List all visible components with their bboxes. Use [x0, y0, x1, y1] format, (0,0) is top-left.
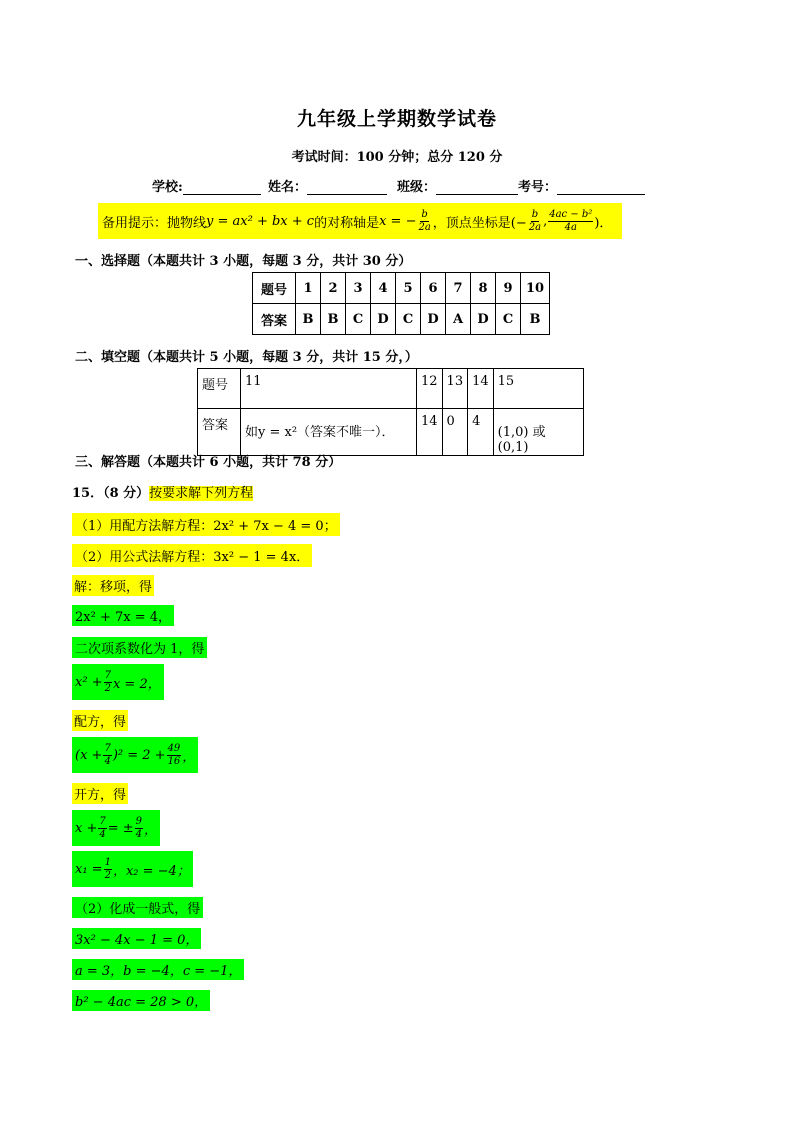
solution-step-13: b² − 4ac = 28 > 0，	[72, 990, 210, 1011]
section3-heading: 三、解答题（本题共计 6 小题，共计 78 分）	[75, 455, 342, 470]
section2-heading: 二、填空题（本题共计 5 小题，每题 3 分，共计 15 分，）	[75, 350, 418, 365]
q15-part2: （2）用公式法解方程：3x² − 1 = 4x．	[72, 544, 312, 567]
section1-heading: 一、选择题（本题共计 3 小题，每题 3 分，共计 30 分）	[75, 254, 412, 269]
axis-fraction: $\frac{b}{2a}$	[418, 208, 431, 233]
solution-step-3: 二次项系数化为 1，得	[72, 637, 207, 658]
table-row: 答案 B B C D C D A D C B	[253, 304, 550, 335]
class-blank[interactable]	[436, 180, 518, 195]
exam-number-label: 考号：	[518, 176, 645, 195]
choice-answer-table	[252, 272, 550, 335]
solution-step-1: 解：移项，得	[72, 575, 154, 596]
exam-info: 考试时间：100 分钟；总分 120 分	[291, 150, 503, 165]
solution-step-7: 开方，得	[72, 783, 128, 804]
class-label: 班级：	[397, 176, 518, 195]
fill-answer-table	[197, 368, 584, 456]
school-blank[interactable]	[183, 180, 261, 195]
solution-step-5: 配方，得	[72, 710, 128, 731]
page-title: 九年级上学期数学试卷	[296, 108, 497, 130]
table-row: 题号 1 2 3 4 5 6 7 8 9 10	[253, 273, 550, 304]
table-row: 答案 如y = x²（答案不唯一）． 14 0 4 (1,0) 或 (0,1)	[198, 409, 584, 456]
name-blank[interactable]	[307, 180, 387, 195]
solution-step-2: 2x² + 7x = 4，	[72, 605, 174, 626]
solution-step-9: x₁ = $\frac{1}{2}$ ，x₂ = −4；	[72, 851, 193, 887]
solution-step-10: （2）化成一般式，得	[72, 897, 203, 918]
solution-step-6: (x + $\frac{7}{4}$ )² = 2 + $\frac{49}{16}$ ，	[72, 737, 198, 773]
solution-step-4: x² + $\frac{7}{2}$ x = 2，	[72, 664, 164, 700]
school-label: 学校:	[152, 176, 261, 195]
exam-number-blank[interactable]	[557, 180, 645, 195]
q15-part1: （1）用配方法解方程：2x² + 7x − 4 = 0；	[72, 513, 340, 536]
solution-step-8: x + $\frac{7}{4}$ = ± $\frac{9}{4}$ ，	[72, 810, 160, 846]
solution-step-11: 3x² − 4x − 1 = 0，	[72, 928, 201, 949]
solution-step-12: a = 3，b = −4，c = −1，	[72, 959, 244, 980]
question-15: 15．（8 分）按要求解下列方程	[72, 486, 254, 501]
name-label: 姓名：	[268, 176, 387, 195]
formula-hint: 备用提示：抛物线 y = ax² + bx + c 的对称轴是 x = − $\frac{b}{2a}$ ，顶点坐标是(− $\frac{b}{2a}$ , $\frac{\text{4ac − b²}}{4a}$ )．	[98, 203, 622, 239]
vertex-y-fraction: $\frac{\text{4ac − b²}}{4a}$	[549, 208, 593, 233]
table-row: 题号 11 12 13 14 15	[198, 369, 584, 409]
vertex-x-fraction: $\frac{b}{2a}$	[528, 208, 542, 233]
